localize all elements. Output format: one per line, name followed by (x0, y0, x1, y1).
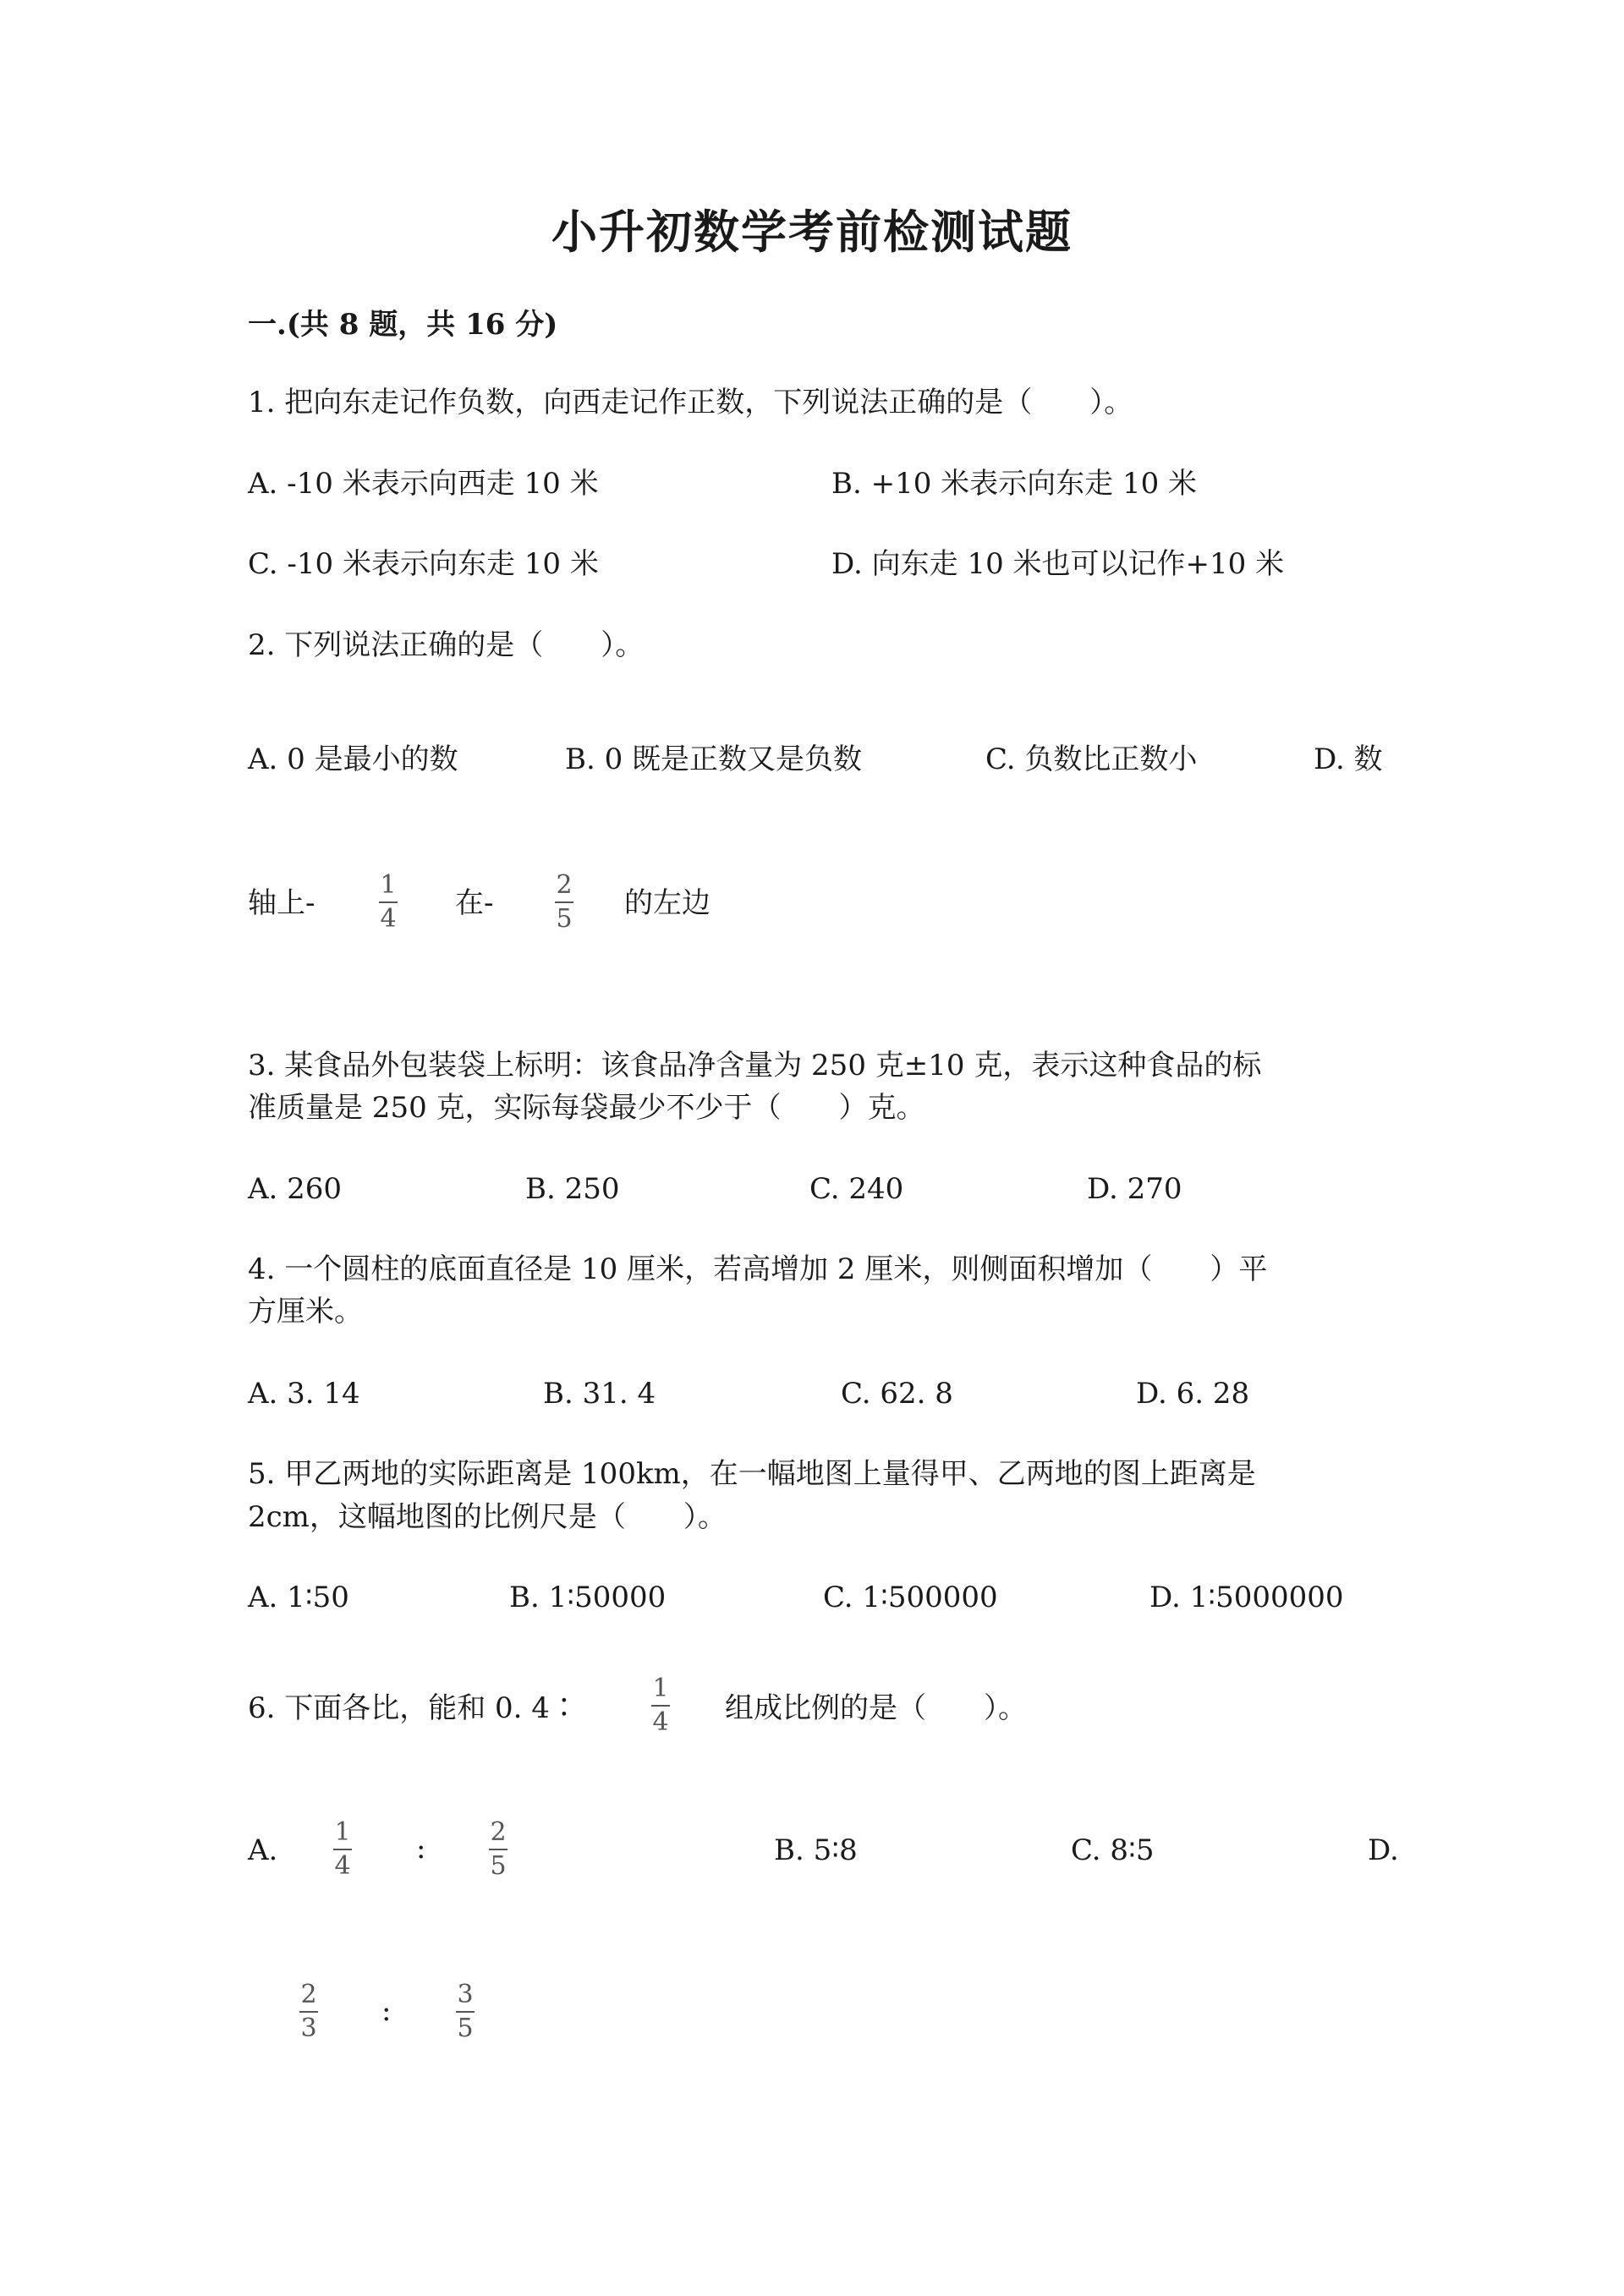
q5-option-b: B. 1∶50000 (509, 1581, 667, 1614)
q6-stem-part-1: 6. 下面各比，能和 0. 4∶ (248, 1691, 579, 1725)
q6-stem-fraction (651, 1674, 670, 1737)
q1-option-a: A. -10 米表示向西走 10 米 (248, 467, 599, 501)
q6-option-a-fraction-2 (489, 1818, 508, 1881)
q5-option-d: D. 1∶5000000 (1149, 1581, 1344, 1614)
fraction-numerator: 2 (490, 1817, 507, 1847)
fraction-denominator: 3 (300, 2014, 317, 2043)
fraction-bar (379, 901, 398, 903)
fraction-denominator: 5 (556, 904, 573, 934)
fraction-denominator: 4 (334, 1851, 351, 1881)
q2-option-a: A. 0 是最小的数 (248, 743, 458, 776)
q5-option-a: A. 1∶50 (248, 1581, 349, 1614)
q3-option-b: B. 250 (525, 1172, 620, 1206)
fraction-denominator: 4 (380, 904, 397, 934)
q2-option-b: B. 0 既是正数又是负数 (565, 743, 863, 776)
fraction-numerator: 1 (652, 1674, 669, 1703)
q5-stem-line-1: 5. 甲乙两地的实际距离是 100km，在一幅地图上量得甲、乙两地的图上距离是 (248, 1457, 1256, 1491)
q2-option-d: D. 数 (1314, 743, 1383, 776)
q6-option-d-fraction-1 (299, 1981, 318, 2043)
fraction-bar (651, 1705, 670, 1707)
fraction-numerator: 2 (556, 870, 573, 900)
q2-option-d-cont-2: 在- (455, 886, 494, 920)
q1-stem: 1. 把向东走记作负数，向西走记作正数，下列说法正确的是（ ）。 (248, 386, 1133, 419)
q4-stem-line-2: 方厘米。 (248, 1295, 363, 1329)
q3-option-a: A. 260 (248, 1172, 343, 1206)
q6-option-a-fraction-1 (333, 1818, 352, 1881)
fraction-numerator: 3 (457, 1980, 474, 2009)
q1-option-c: C. -10 米表示向东走 10 米 (248, 547, 599, 581)
q5-stem-line-2: 2cm，这幅地图的比例尺是（ ）。 (248, 1500, 727, 1534)
fraction-bar (333, 1849, 352, 1850)
q4-option-d: D. 6. 28 (1136, 1377, 1250, 1411)
q4-option-b: B. 31. 4 (543, 1377, 656, 1411)
fraction-bar (299, 2011, 318, 2013)
q6-option-c: C. 8∶5 (1071, 1833, 1155, 1867)
q4-stem-line-1: 4. 一个圆柱的底面直径是 10 厘米，若高增加 2 厘米，则侧面积增加（ ）平 (248, 1252, 1268, 1286)
q2-option-d-cont-1: 轴上- (248, 886, 315, 920)
q3-stem-line-2: 准质量是 250 克，实际每袋最少不少于（ ）克。 (248, 1091, 925, 1125)
q6-stem-part-2: 组成比例的是（ ）。 (725, 1691, 1027, 1725)
q2-stem: 2. 下列说法正确的是（ ）。 (248, 628, 645, 662)
page-title: 小升初数学考前检测试题 (551, 205, 1073, 259)
q1-option-b: B. +10 米表示向东走 10 米 (831, 467, 1198, 501)
q3-option-d: D. 270 (1087, 1172, 1182, 1206)
q5-option-c: C. 1∶500000 (823, 1581, 998, 1614)
fraction-numerator: 2 (300, 1980, 317, 2009)
q2-fraction-1 (379, 871, 398, 934)
fraction-denominator: 5 (457, 2014, 474, 2043)
fraction-bar (555, 901, 573, 903)
q6-option-a-label: A. (248, 1833, 278, 1867)
q6-option-d-label: D. (1368, 1833, 1399, 1867)
q2-fraction-2 (555, 871, 573, 934)
fraction-bar (456, 2011, 475, 2013)
q6-option-d-colon: : (381, 1994, 392, 2028)
q2-option-d-cont-3: 的左边 (624, 886, 710, 920)
q3-stem-line-1: 3. 某食品外包装袋上标明：该食品净含量为 250 克±10 克，表示这种食品的标 (248, 1049, 1262, 1082)
fraction-bar (489, 1849, 508, 1850)
q4-option-a: A. 3. 14 (248, 1377, 360, 1411)
q3-option-c: C. 240 (809, 1172, 904, 1206)
q4-option-c: C. 62. 8 (841, 1377, 953, 1411)
fraction-numerator: 1 (334, 1817, 351, 1847)
q6-option-a-colon: : (416, 1832, 426, 1866)
section-heading: 一.(共 8 题，共 16 分) (248, 308, 558, 342)
q6-option-b: B. 5∶8 (774, 1833, 858, 1867)
fraction-denominator: 4 (652, 1707, 669, 1737)
q6-option-d-fraction-2 (456, 1981, 475, 2043)
q1-option-d: D. 向东走 10 米也可以记作+10 米 (831, 547, 1285, 581)
fraction-denominator: 5 (490, 1851, 507, 1881)
fraction-numerator: 1 (380, 870, 397, 900)
q2-option-c: C. 负数比正数小 (985, 743, 1198, 776)
